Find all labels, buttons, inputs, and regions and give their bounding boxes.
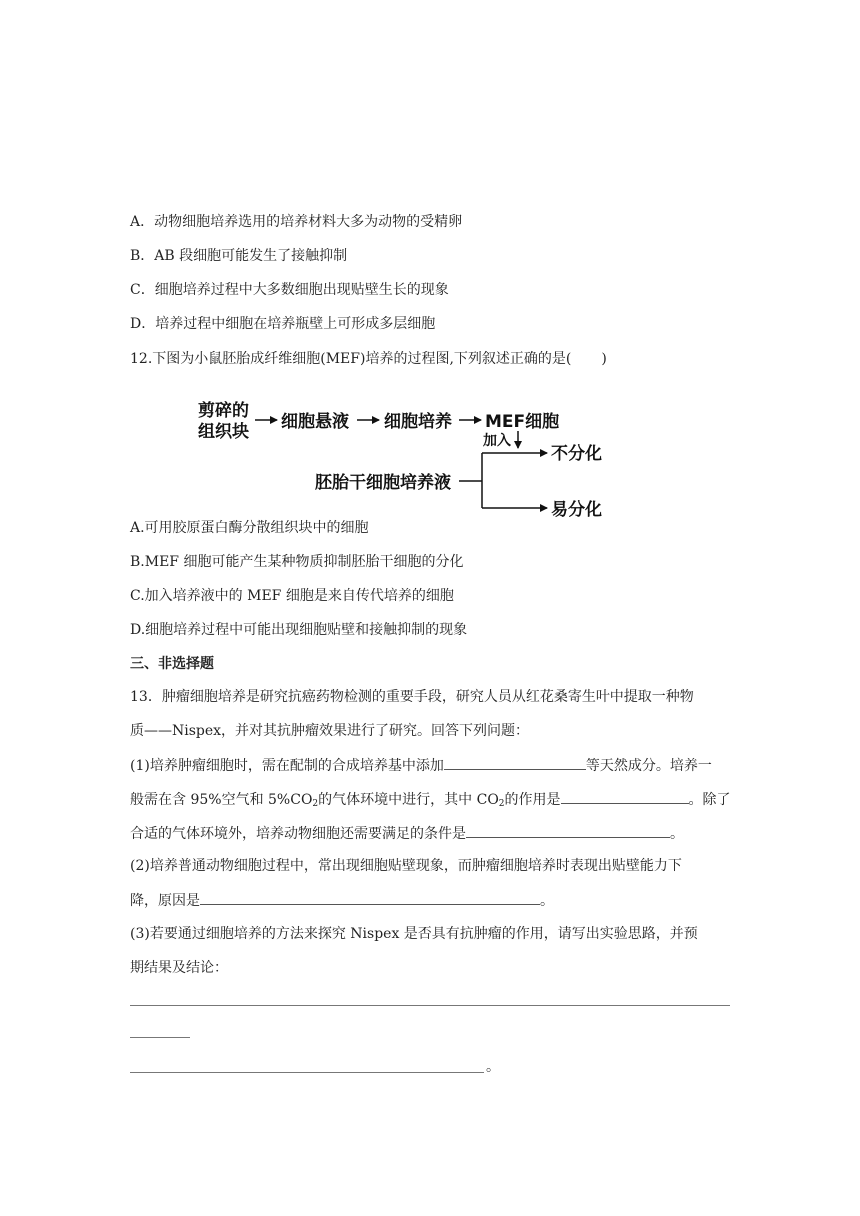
node-no-differentiation: 不分化 — [551, 444, 602, 464]
node-easy-differentiation: 易分化 — [551, 500, 602, 520]
node-cell-culture: 细胞培养 — [384, 412, 452, 432]
q13-p1-text-d: 的气体环境中进行，其中 CO — [318, 792, 499, 808]
q13-p1-text-h: 。 — [670, 826, 684, 842]
node-cell-suspension: 细胞悬液 — [281, 412, 349, 432]
q11-option-b: B．AB 段细胞可能发生了接触抑制 — [130, 248, 348, 264]
node-es-medium: 胚胎干细胞培养液 — [315, 473, 451, 493]
answer-blank-adhesion-reason[interactable] — [200, 890, 540, 905]
q13-part2-line2 — [130, 890, 554, 911]
co2-subscript-1: 2 — [312, 799, 319, 809]
q13-part3-line2: 期结果及结论： — [130, 960, 228, 976]
q13-intro-line1: 13．肿瘤细胞培养是研究抗癌药物检测的重要手段，研究人员从红花桑寄生叶中提取一种物 — [130, 689, 694, 705]
q13-p1-text-a: (1)培养肿瘤细胞时，需在配制的合成培养基中添加 — [130, 758, 444, 774]
co2-subscript-2: 2 — [498, 799, 505, 809]
mef-culture-diagram — [195, 398, 615, 528]
q13-part2-line1: (2)培养普通动物细胞过程中，常出现细胞贴壁现象，而肿瘤细胞培养时表现出贴壁能力下 — [130, 858, 682, 874]
q13-p1-text-g: 合适的气体环境外，培养动物细胞还需要满足的条件是 — [130, 826, 466, 842]
section-3-title: 三、非选择题 — [130, 656, 214, 672]
q13-p2-text-b: 降，原因是 — [130, 893, 200, 909]
answer-line-3[interactable] — [130, 1072, 484, 1073]
answer-blank-co2-role[interactable] — [561, 789, 689, 804]
q13-part1-line3 — [130, 823, 684, 844]
q11-option-a: A．动物细胞培养选用的培养材料大多为动物的受精卵 — [130, 214, 463, 230]
q13-part3-line1: (3)若要通过细胞培养的方法来探究 Nispex 是否具有抗肿瘤的作用，请写出实验思路，并预 — [130, 926, 698, 942]
q13-p1-text-c: 般需在含 95%空气和 5%CO — [130, 792, 313, 808]
q11-option-d: D．培养过程中细胞在培养瓶壁上可形成多层细胞 — [130, 316, 436, 332]
q13-p1-text-b: 等天然成分。培养一 — [585, 758, 712, 774]
q13-p1-text-f: 。除了 — [688, 792, 731, 808]
q12-option-d: D.细胞培养过程中可能出现细胞贴壁和接触抑制的现象 — [130, 622, 468, 638]
answer-blank-natural-components[interactable] — [444, 755, 586, 770]
label-add: 加入 — [483, 433, 511, 449]
q12-stem — [130, 349, 607, 369]
q12-stem-close: ) — [601, 351, 607, 367]
node-tissue-line2: 组织块 — [198, 422, 249, 442]
answer-line-2[interactable] — [130, 1037, 190, 1038]
q13-p2-text-c: 。 — [540, 893, 554, 909]
q12-option-b: B.MEF 细胞可能产生某种物质抑制胚胎干细胞的分化 — [130, 554, 464, 570]
q12-option-c: C.加入培养液中的 MEF 细胞是来自传代培养的细胞 — [130, 588, 454, 604]
q13-p1-text-e: 的作用是 — [504, 792, 561, 808]
q12-option-a: A.可用胶原蛋白酶分散组织块中的细胞 — [130, 520, 369, 536]
node-mef-cells: MEF细胞 — [485, 412, 560, 432]
q13-intro-line2: 质——Nispex，并对其抗肿瘤效果进行了研究。回答下列问题： — [130, 723, 530, 739]
q13-part1-line1 — [130, 755, 712, 776]
q12-stem-text: 12.下图为小鼠胚胎成纤维细胞(MEF)培养的过程图,下列叙述正确的是( — [130, 351, 572, 367]
answer-line-1[interactable] — [130, 1005, 730, 1006]
q13-part3-end: 。 — [486, 1059, 500, 1075]
node-tissue-line1: 剪碎的 — [198, 401, 249, 421]
q11-option-c: C．细胞培养过程中大多数细胞出现贴壁生长的现象 — [130, 282, 449, 298]
q13-part1-line2 — [130, 789, 731, 814]
answer-blank-culture-conditions[interactable] — [466, 823, 670, 838]
